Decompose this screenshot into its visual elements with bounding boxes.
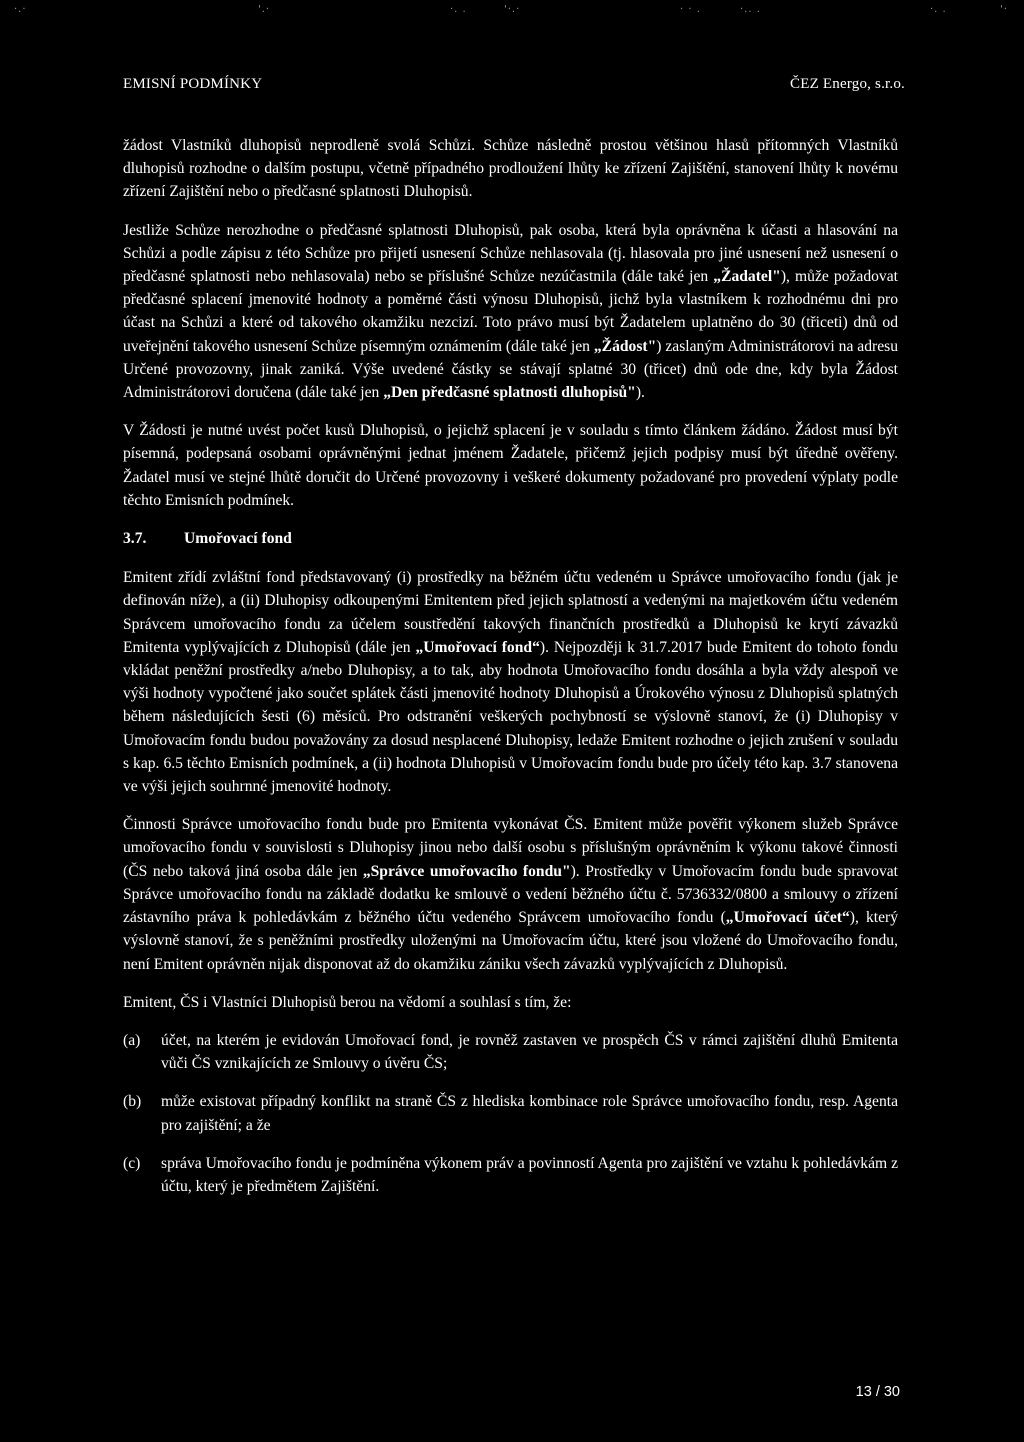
scan-mark: '·.· — [504, 4, 521, 15]
list-item-text: účet, na kterém je evidován Umořovací fond, je rovněž zastaven ve prospěch ČS v rámci zajištění dluhů Emitenta vůči ČS vznikajících ze Smlouvy o úvěru ČS; — [161, 1031, 898, 1073]
list-item — [123, 1090, 898, 1136]
scan-mark: ·.· — [14, 4, 27, 15]
defined-term-den-predcasne-splatnosti: „Den předčasné splatnosti dluhopisů" — [383, 384, 636, 402]
scan-mark: '· — [1000, 4, 1008, 15]
list-item-label: (b) — [123, 1093, 142, 1111]
defined-term-zadatel: „Žadatel" — [713, 268, 781, 286]
paragraph-acknowledgement: Emitent, ČS i Vlastníci Dluhopisů berou na vědomí a souhlasí s tím, že: — [123, 993, 572, 1011]
paragraph-early-maturity: Jestliže Schůze nerozhodne o předčasné splatnosti Dluhopisů, pak osoba, která byla oprávněna k účasti a hlasování na Schůzi a podle zápisu z této Schůze pro přijetí usnesení Schůze nehlasovala (tj. hlasovala pro jiné usnesení než usnesení o předčasné splatnosti nebo nehlasovala) nebo se příslušné Schůze nezúčastnila (dále také jen „Žadatel"), může požadovat předčasné splacení jmenovité hodnoty a poměrné části výnosu Dluhopisů, jichž byla vlastníkem k rozhodnému dni pro účast na Schůzi a které od takového okamžiku nezcizí. Toto právo musí být Žadatelem uplatněno do 30 (třiceti) dnů od uveřejnění takového usnesení Schůze písemným oznámením (dále také jen „Žádost") zaslaným Administrátorovi na adresu Určené provozovny, jinak zaniká. Výše uvedené částky se stávají splatné 30 (třicet) dnů ode dne, kdy byla Žádost Administrátorovi doručena (dále také jen „Den předčasné splatnosti dluhopisů"). — [123, 221, 898, 402]
scan-mark: ·. . — [930, 4, 947, 15]
page-number: 13 / 30 — [855, 1384, 900, 1400]
document-body — [123, 134, 898, 1213]
paragraph-sinking-fund: Emitent zřídí zvláštní fond představovaný (i) prostředky na běžném účtu vedeném u Správce umořovacího fondu (jak je definován níže), a (ii) Dluhopisy odkoupenými Emitentem před jejich splatností a vedenými na majetkovém účtu vedeném Správcem umořovacího fondu za účelem soustředění takových finančních prostředků a Dluhopisů ke krytí závazků Emitenta vyplývajících z Dluhopisů (dále jen „Umořovací fond“). Nejpozději k 31.7.2017 bude Emitent do tohoto fondu vkládat peněžní prostředky a/nebo Dluhopisy, a to tak, aby hodnota Umořovacího fondu dosáhla a byla vždy alespoň ve výši hodnoty vypočtené jako součet splátek části jmenovité hodnoty Dluhopisů a Úrokového výnosu z Dluhopisů splatných během následujících šesti (6) měsíců. Pro odstranění veškerých pochybností se výslovně stanoví, že (i) Dluhopisy v Umořovacím fondu budou považovány za dosud nesplacené Dluhopisy, ledaže Emitent rozhodne o jejich zrušení v souladu s kap. 6.5 těchto Emisních podmínek, a (ii) hodnota Dluhopisů v Umořovacím fondu bude pro účely této kap. 3.7 stanovena ve výši jejich souhrnné jmenovité hodnoty. — [123, 569, 898, 796]
scan-mark: ·.. . — [740, 4, 761, 15]
header-document-title: EMISNÍ PODMÍNKY — [123, 76, 263, 92]
paragraph-intro: žádost Vlastníků dluhopisů neprodleně svolá Schůzi. Schůze následně prostou většinou hlasů přítomných Vlastníků dluhopisů rozhodne o dalším postupu, včetně případného prodloužení lhůty ke zřízení Zajištění, stanovení lhůty k novému zřízení Zajištění nebo o předčasné splatnosti Dluhopisů. — [123, 137, 898, 201]
scan-noise — [0, 4, 1024, 20]
list-item — [123, 1029, 898, 1075]
list-item — [123, 1152, 898, 1198]
defined-term-spravce-umorovaciho-fondu: „Správce umořovacího fondu" — [362, 862, 571, 880]
list-item-label: (c) — [123, 1154, 141, 1172]
paragraph-request-requirements: V Žádosti je nutné uvést počet kusů Dluhopisů, o jejichž splacení je v souladu s tímto článkem žádáno. Žádost musí být písemná, podepsaná osobami oprávněnými jednat jménem Žadatele, přičemž jejich podpisy musí být úředně ověřeny. Žadatel musí ve stejné lhůtě doručit do Určené provozovny i veškeré dokumenty požadované pro provedení výplaty podle těchto Emisních podmínek. — [123, 422, 898, 509]
list-item-text: může existovat případný konflikt na straně ČS z hlediska kombinace role Správce umořovacího fondu, resp. Agenta pro zajištění; a že — [161, 1093, 898, 1134]
defined-term-umorovaci-ucet: „Umořovací účet“ — [725, 909, 850, 927]
scan-mark: · · . — [680, 4, 701, 15]
paragraph-fund-administrator: Činnosti Správce umořovacího fondu bude pro Emitenta vykonávat ČS. Emitent může pověřit výkonem služeb Správce umořovacího fondu v souvislosti s Dluhopisy jinou nebo další osobu s příslušným oprávněním k výkonu takové činnosti (ČS nebo taková jiná osoba dále jen „Správce umořovacího fondu"). Prostředky v Umořovacím fondu bude spravovat Správce umořovacího fondu na základě dodatku ke smlouvě o vedení běžného účtu č. 5736332/0800 a smlouvy o zřízení zástavního práva k pohledávkám z běžného účtu vedeného Správcem umořovacího fondu („Umořovací účet“), který výslovně stanoví, že s peněžními prostředky uloženými na Umořovacím účtu, které jsou vložené do Umořovacího fondu, není Emitent oprávněn nijak disponovat až do okamžiku zániku všech závazků vyplývajících z Dluhopisů. — [123, 816, 899, 973]
section-title: Umořovací fond — [184, 530, 292, 548]
section-number: 3.7. — [123, 530, 147, 548]
list-item-text: správa Umořovacího fondu je podmíněna výkonem práv a povinností Agenta pro zajištění ve vztahu k pohledávkám z účtu, který je předmětem Zajištění. — [161, 1154, 898, 1195]
header-issuer: ČEZ Energo, s.r.o. — [790, 76, 905, 92]
defined-term-umorovaci-fond: „Umořovací fond“ — [415, 638, 540, 656]
list-item-label: (a) — [123, 1031, 141, 1049]
scan-mark: '.· — [258, 4, 271, 15]
section-heading — [123, 527, 898, 550]
defined-term-zadost: „Žádost" — [593, 337, 657, 355]
scan-mark: ·. . — [450, 4, 467, 15]
